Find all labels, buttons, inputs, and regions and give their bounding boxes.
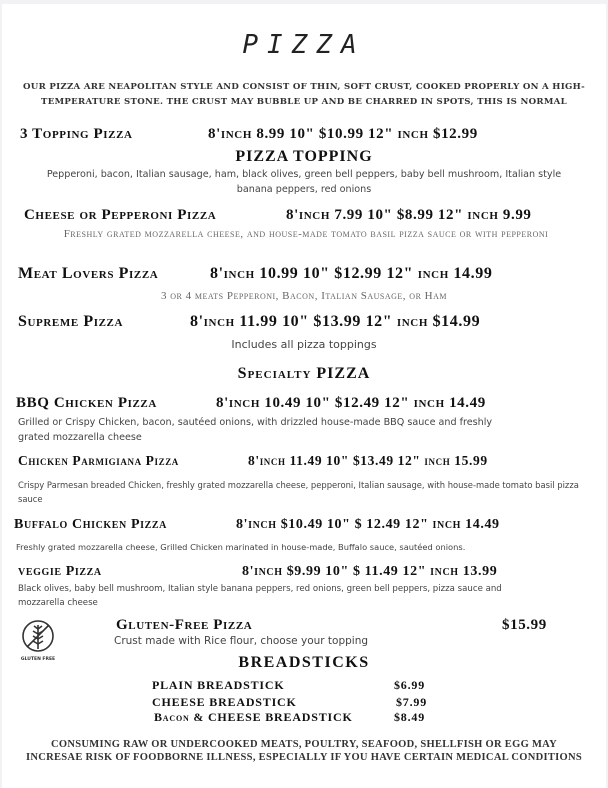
section-heading-toppings: PIZZA TOPPING — [235, 148, 373, 165]
item-description: Freshly grated mozzarella cheese, Grilled Chicken marinated in house-made, Buffalo sauce, sautéed onions. — [16, 542, 466, 552]
item-price: $15.99 — [502, 617, 547, 633]
menu-item-meat-lovers — [18, 265, 598, 287]
item-name: Supreme Pizza — [18, 313, 124, 330]
item-prices: 8'inch 10.99 10" $12.99 12" inch 14.99 — [210, 265, 493, 282]
breadstick-item — [154, 710, 444, 725]
item-description: Black olives, baby bell mushroom, Italian style banana peppers, red onions, green bell peppers, pizza sauce and mozzarella cheese — [18, 584, 502, 608]
intro-text: OUR PIZZA ARE NEAPOLITAN STYLE AND CONSIST OF THIN, SOFT CRUST, COOKED PROPERLY ON A HIGH-TEMPERATURE STONE. THE CRUST MAY BUBBLE UP AND BE CHARRED IN SPOTS, THIS IS NORMAL — [23, 82, 585, 107]
item-description: Crust made with Rice flour, choose your topping — [114, 635, 369, 647]
item-name: Gluten-Free Pizza — [116, 617, 253, 633]
item-price: $7.99 — [396, 695, 427, 709]
menu-item-bbq-chicken — [16, 395, 596, 415]
svg-text:GLUTEN FREE: GLUTEN FREE — [20, 657, 56, 662]
item-prices: 8'inch 7.99 10" $8.99 12" inch 9.99 — [286, 207, 532, 223]
item-description: Crispy Parmesan breaded Chicken, freshly grated mozzarella cheese, pepperoni, Italian sausage, with house-made tomato basil pizza sauce — [18, 480, 579, 504]
item-name: 3 Topping Pizza — [20, 126, 133, 142]
item-name: BBQ Chicken Pizza — [16, 395, 157, 411]
food-safety-warning: CONSUMING RAW OR UNDERCOOKED MEATS, POULTRY, SEAFOOD, SHELLFISH OR EGG MAY INCRESAE RISK OF FOODBORNE ILLNESS, ESPECIALLY IF YOU HAVE CERTAIN MEDICAL CONDITIONS — [25, 739, 583, 763]
item-name: Chicken Parmigiana Pizza — [18, 453, 179, 468]
item-description: Grilled or Crispy Chicken, bacon, sautéed onions, with drizzled house-made BBQ sauce and freshly grated mozzarella cheese — [18, 417, 493, 443]
menu-page — [2, 4, 606, 788]
menu-item-veggie — [18, 564, 598, 584]
item-prices: 8'inch 8.99 10" $10.99 12" inch $12.99 — [208, 126, 478, 142]
breadstick-item — [152, 678, 442, 693]
item-description: Includes all pizza toppings — [231, 338, 377, 351]
item-description: 3 or 4 meats Pepperoni, Bacon, Italian Sausage, or Ham — [161, 290, 447, 302]
item-name: PLAIN BREADSTICK — [152, 678, 285, 692]
section-heading-specialty: Specialty PIZZA — [237, 365, 371, 382]
menu-item-chicken-parmigiana — [18, 453, 598, 473]
item-price: $6.99 — [394, 678, 425, 692]
item-name: CHEESE BREADSTICK — [152, 695, 297, 709]
item-prices: 8'inch $9.99 10" $ 11.49 12" inch 13.99 — [242, 564, 498, 579]
item-price: $8.49 — [394, 710, 425, 724]
item-prices: 8'inch 11.99 10" $13.99 12" inch $14.99 — [190, 313, 481, 330]
item-name: Bacon & CHEESE BREADSTICK — [154, 710, 353, 724]
page-title: PIZZA — [242, 30, 366, 60]
menu-item-supreme — [18, 313, 598, 335]
menu-item-cheese-pepperoni — [24, 207, 594, 227]
item-prices: 8'inch $10.49 10" $ 12.49 12" inch 14.49 — [236, 517, 500, 532]
breadstick-item — [152, 695, 442, 710]
item-prices: 8'inch 11.49 10" $13.49 12" inch 15.99 — [248, 453, 488, 468]
item-prices: 8'inch 10.49 10" $12.49 12" inch 14.49 — [216, 395, 486, 411]
item-name: Buffalo Chicken Pizza — [14, 517, 167, 532]
menu-item-buffalo-chicken — [14, 517, 594, 537]
section-heading-breadsticks: BREADSTICKS — [238, 654, 370, 671]
menu-item-3-topping — [20, 126, 590, 146]
toppings-list: Pepperoni, bacon, Italian sausage, ham, black olives, green bell peppers, baby bell mushroom, Italian style banana peppers, red onions — [46, 169, 562, 195]
item-name: Meat Lovers Pizza — [18, 265, 159, 282]
item-description: Freshly grated mozzarella cheese, and house-made tomato basil pizza sauce or with pepperoni — [63, 228, 549, 240]
item-name: Cheese or Pepperoni Pizza — [24, 207, 217, 223]
item-name: veggie Pizza — [18, 564, 102, 579]
